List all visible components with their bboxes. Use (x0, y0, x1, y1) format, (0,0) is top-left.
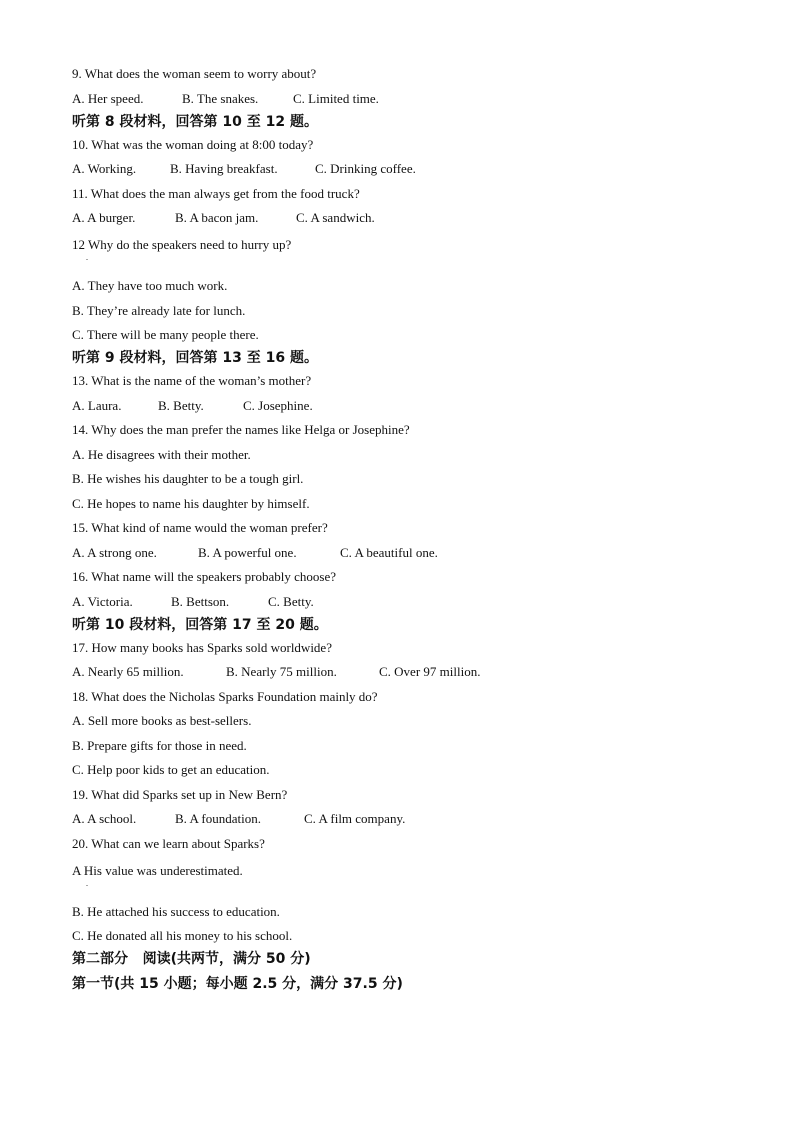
option-12-c: C. There will be many people there. (72, 327, 259, 342)
option-a: A. Laura. (72, 397, 122, 413)
question-19: 19. What did Sparks set up in New Bern? (72, 786, 288, 802)
option-b: B. Bettson. (171, 593, 230, 609)
option-b: B. Betty. (158, 397, 204, 413)
option-b: B. Nearly 75 million. (226, 664, 337, 679)
option-b: B. Having breakfast. (170, 161, 278, 176)
option-a: A. A strong one. (72, 544, 157, 560)
option-c: C. A sandwich. (296, 210, 375, 225)
option-b: B. A powerful one. (198, 544, 297, 560)
option-a: A. A school. (72, 811, 137, 826)
option-c: C. Over 97 million. (379, 664, 481, 679)
option-a: A. Victoria. (72, 593, 133, 609)
options-16 (72, 592, 732, 611)
option-14-a: A. He disagrees with their mother. (72, 446, 251, 462)
question-14: 14. Why does the man prefer the names like Helga or Josephine? (72, 422, 410, 437)
option-a: A. Working. (72, 161, 137, 176)
option-14-c: C. He hopes to name his daughter by himself. (72, 495, 310, 511)
stray-mark: . (86, 878, 88, 888)
options-9 (72, 89, 732, 108)
option-20-b: B. He attached his success to education. (72, 903, 280, 919)
question-13: 13. What is the name of the woman’s mother? (72, 373, 312, 388)
option-c: C. A beautiful one. (340, 544, 438, 560)
option-14-b: B. He wishes his daughter to be a tough girl. (72, 471, 304, 486)
section-heading-8: 听第 8 段材料，回答第 10 至 12 题。 (72, 113, 318, 130)
option-18-a: A. Sell more books as best-sellers. (72, 713, 252, 728)
options-17 (72, 662, 732, 681)
question-12: 12 Why do the speakers need to hurry up? (72, 237, 292, 252)
question-16: 16. What name will the speakers probably choose? (72, 569, 337, 584)
question-9: 9. What does the woman seem to worry about? (72, 66, 317, 81)
option-12-a: A. They have too much work. (72, 278, 228, 293)
option-a: A. Nearly 65 million. (72, 664, 184, 679)
section-heading-9: 听第 9 段材料，回答第 13 至 16 题。 (72, 350, 318, 366)
option-b: B. A foundation. (175, 811, 261, 826)
option-c: C. Josephine. (243, 397, 313, 413)
option-18-c: C. Help poor kids to get an education. (72, 762, 270, 777)
question-17: 17. How many books has Sparks sold worldwide? (72, 639, 332, 655)
option-20-c: C. He donated all his money to his school. (72, 928, 293, 943)
option-c: C. Drinking coffee. (315, 161, 416, 176)
option-c: C. Limited time. (293, 90, 379, 106)
options-11 (72, 208, 732, 227)
option-c: C. A film company. (304, 811, 406, 826)
section-one-heading: 第一节(共 15 小题；每小题 2.5 分，满分 37.5 分) (72, 976, 403, 992)
options-15 (72, 543, 732, 562)
section-heading-10: 听第 10 段材料，回答第 17 至 20 题。 (72, 616, 328, 633)
option-a: A. Her speed. (72, 90, 144, 106)
question-15: 15. What kind of name would the woman prefer? (72, 520, 328, 535)
option-c: C. Betty. (268, 593, 314, 609)
option-a: A. A burger. (72, 210, 136, 225)
option-18-b: B. Prepare gifts for those in need. (72, 737, 247, 753)
options-10 (72, 159, 732, 178)
option-b: B. A bacon jam. (175, 210, 259, 225)
option-b: B. The snakes. (182, 90, 259, 106)
options-19 (72, 809, 732, 828)
options-13 (72, 396, 732, 415)
option-20-a: A His value was underestimated. (72, 862, 243, 878)
question-10: 10. What was the woman doing at 8:00 today? (72, 136, 314, 152)
question-18: 18. What does the Nicholas Sparks Foundation mainly do? (72, 688, 378, 704)
part-two-heading: 第二部分 阅读(共两节，满分 50 分) (72, 951, 311, 967)
option-12-b: B. They’re already late for lunch. (72, 302, 246, 318)
question-20: 20. What can we learn about Sparks? (72, 835, 265, 851)
exam-page (72, 64, 732, 994)
stray-mark: . (86, 253, 88, 262)
question-11: 11. What does the man always get from the food truck? (72, 185, 360, 201)
